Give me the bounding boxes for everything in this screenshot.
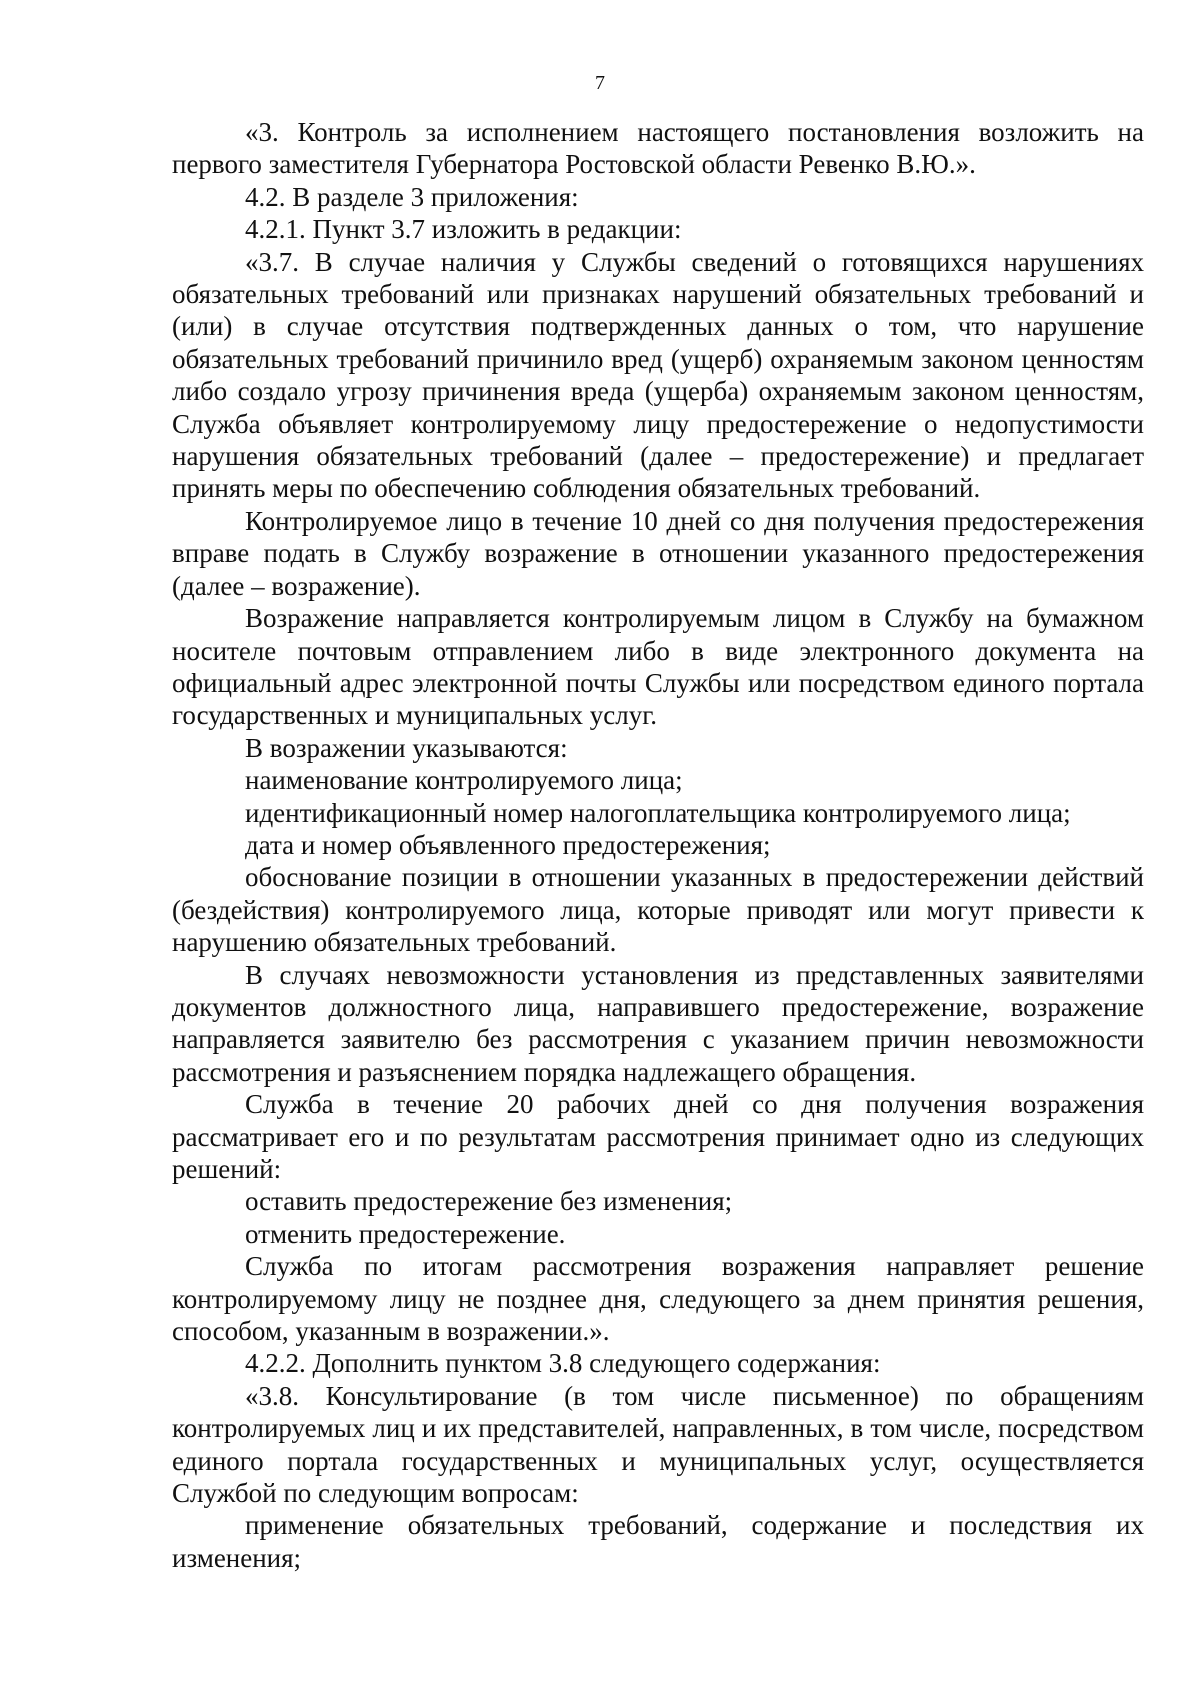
list-item-name: наименование контролируемого лица;: [245, 765, 683, 796]
paragraph-return-without-review: В случаях невозможности установления из представленных заявителями документов должностного лица, направившего предостережение, возражение направляется заявителю без рассмотрения с указанием причин невозможности рассмотрения и разъяснением порядка надлежащего обращения.: [172, 959, 1144, 1087]
list-item-inn: идентификационный номер налогоплательщика контролируемого лица;: [245, 797, 1071, 828]
list-item-keep-warning: оставить предостережение без изменения;: [245, 1186, 733, 1217]
paragraph-control-clause: «3. Контроль за исполнением настоящего постановления возложить на первого заместителя Губернатора Ростовской области Ревенко В.Ю.».: [172, 117, 1144, 180]
paragraph-clause-3-7: «3.7. В случае наличия у Службы сведений о готовящихся нарушениях обязательных требований или признаках нарушений обязательных требований и (или) в случае отсутствия подтвержденных данных о том, что нарушение обязательных требований причинило вред (ущерб) охраняемым законом ценностям либо создало угрозу причинения вреда (ущерба) охраняемым законом ценностям, Служба объявляет контролируемому лицу предостережение о недопустимости нарушения обязательных требований (далее – предостережение) и предлагает принять меры по обеспечению соблюдения обязательных требований.: [172, 246, 1144, 504]
paragraph-objection-delivery: Возражение направляется контролируемым лицом в Службу на бумажном носителе почтовым отправлением либо в виде электронного документа на официальный адрес электронной почты Службы или посредством единого портала государственных и муниципальных услуг.: [172, 603, 1144, 731]
list-item-cancel-warning: отменить предостережение.: [245, 1218, 566, 1249]
list-item-application-requirements: применение обязательных требований, содержание и последствия их изменения;: [172, 1510, 1144, 1573]
document-body: [172, 116, 1144, 1574]
paragraph-review-period: Служба в течение 20 рабочих дней со дня получения возражения рассматривает его и по результатам рассмотрения принимает одно из следующих решений:: [172, 1089, 1144, 1184]
paragraph-objection-contents-intro: В возражении указываются:: [245, 732, 568, 763]
list-item-date-number: дата и номер объявленного предостережения;: [245, 829, 771, 860]
paragraph-clause-3-8: «3.8. Консультирование (в том числе письменное) по обращениям контролируемых лиц и их представителей, направленных, в том числе, посредством единого портала государственных и муниципальных услуг, осуществляется Службой по следующим вопросам:: [172, 1380, 1144, 1509]
list-item-justification: обоснование позиции в отношении указанных в предостережении действий (бездействия) контролируемого лица, которые приводят или могут привести к нарушению обязательных требований.: [172, 862, 1144, 958]
paragraph-objection-deadline: Контролируемое лицо в течение 10 дней со дня получения предостережения вправе подать в Службу возражение в отношении указанного предостережения (далее – возражение).: [172, 505, 1144, 601]
page-number: 7: [595, 72, 605, 94]
paragraph-decision-notice: Служба по итогам рассмотрения возражения направляет решение контролируемому лицу не позднее дня, следующего за днем принятия решения, способом, указанным в возражении.».: [172, 1251, 1144, 1347]
paragraph-section-4-2-1: 4.2.1. Пункт 3.7 изложить в редакции:: [245, 214, 682, 245]
paragraph-section-4-2-2: 4.2.2. Дополнить пунктом 3.8 следующего содержания:: [245, 1348, 881, 1379]
paragraph-section-4-2: 4.2. В разделе 3 приложения:: [245, 181, 579, 212]
